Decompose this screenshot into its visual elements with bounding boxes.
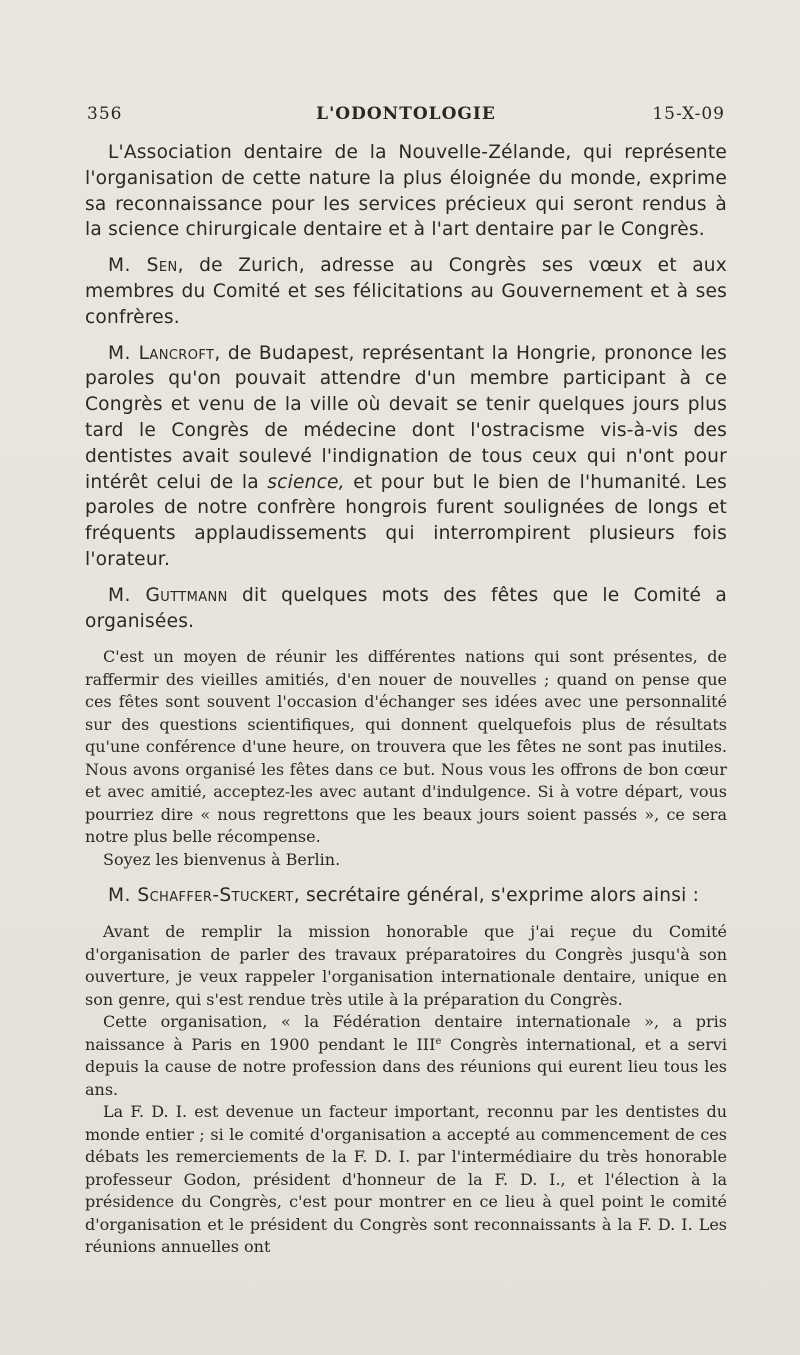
speaker-prefix: M.	[108, 885, 138, 907]
paragraph-text: dit quelques mots des fêtes que le Comité a organisées.	[85, 584, 727, 632]
paragraph-new-zealand: L'Association dentaire de la Nouvelle-Zélande, qui représente l'organisation de cette nature la plus éloignée du monde, exprime sa reconnaissance pour les services précieux qui seront rendus à la science chirurgicale dentaire et à l'art dentaire par le Congrès.	[85, 142, 727, 241]
paragraph-text: , de Zurich, adresse au Congrès ses vœux et aux membres du Comité et ses félicitations au Gouvernement et à ses confrères.	[85, 255, 727, 328]
speaker-prefix: M.	[108, 584, 146, 606]
paragraph-guttmann	[85, 583, 727, 635]
paragraph-text: Congrès international, et a servi depuis la cause de notre profession dans des réunions qui eurent lieu tous les ans.	[85, 1034, 727, 1099]
speaker-name: Schaffer-Stuckert	[137, 885, 294, 907]
quote-fdi: La F. D. I. est devenue un facteur important, reconnu par les dentistes du monde entier ; si le comité d'organisation a accepté au commencement de ces débats les remerciements de la F. D. I. par l'intermédiaire du très honorable professeur Godon, président d'honneur de la F. D. I., et l'élection à la présidence du Congrès, c'est pour montrer en ce lieu à quel point le comité d'organisation et le président du Congrès sont reconnaissants à la F. D. I. Les réunions annuelles ont	[85, 1102, 727, 1257]
paragraph-text: Cette organisation, « la Fédération dentaire internationale », a pris naissance à Paris en 1900 pendant le III	[85, 1012, 727, 1054]
issue-date: 15-X-09	[652, 104, 725, 124]
superscript: e	[435, 1035, 442, 1047]
page-body	[85, 140, 727, 1259]
paragraph-sen	[85, 253, 727, 330]
paragraph-schaffer-stuckert	[85, 883, 727, 909]
journal-title: L'ODONTOLOGIE	[316, 104, 496, 124]
paragraph-text: et pour but le bien de l'humanité. Les paroles de notre confrère hongrois furent soulignées de longs et fréquents applaudissements qui interrompirent plusieurs fois l'orateur.	[85, 471, 727, 570]
speaker-prefix: M.	[108, 255, 147, 277]
speaker-name: Guttmann	[145, 584, 228, 606]
paragraph-text: , de Budapest, représentant la Hongrie, prononce les paroles qu'on pouvait attendre d'un membre participant à ce Congrès et venu de la ville où devait se tenir quelques jours plus tard le Congrès de médecine dont l'ostracisme vis-à-vis des dentistes avait soulevé l'indignation de tous ceux qui n'ont pour intérêt celui de la	[85, 342, 727, 493]
page-number: 356	[87, 104, 123, 124]
quote-mission: Avant de remplir la mission honorable que j'ai reçue du Comité d'organisation de parler des travaux préparatoires du Congrès jusqu'à son ouverture, je veux rappeler l'organisation internationale dentaire, unique en son genre, qui s'est rendue très utile à la préparation du Congrès.	[85, 922, 727, 1009]
paragraph-text: , secrétaire général, s'exprime alors ainsi :	[293, 885, 700, 907]
emphasis-text: science,	[267, 471, 345, 493]
quote-federation	[85, 1011, 727, 1101]
quote-bienvenus: Soyez les bienvenus à Berlin.	[103, 849, 341, 869]
paragraph-lancroft	[85, 341, 727, 573]
speaker-prefix: M.	[108, 342, 139, 364]
speaker-name: Lancroft	[138, 342, 215, 364]
running-header	[87, 104, 725, 132]
speaker-name: Sen	[146, 255, 178, 277]
quote-fetes: C'est un moyen de réunir les différentes nations qui sont présentes, de raffermir des vieilles amitiés, d'en nouer de nouvelles ; quand on pense que ces fêtes sont souvent l'occasion d'échanger ses idées avec une personnalité sur des questions scientifiques, qui donnent quelquefois plus de résultats qu'une conférence d'une heure, on trouvera que les fêtes ne sont pas inutiles. Nous avons organisé les fêtes dans ce but. Nous vous les offrons de bon cœur et avec amitié, acceptez-les avec autant d'indulgence. Si à votre départ, vous pourriez dire « nous regrettons que les beaux jours soient passés », ce sera notre plus belle récompense.	[85, 647, 727, 847]
